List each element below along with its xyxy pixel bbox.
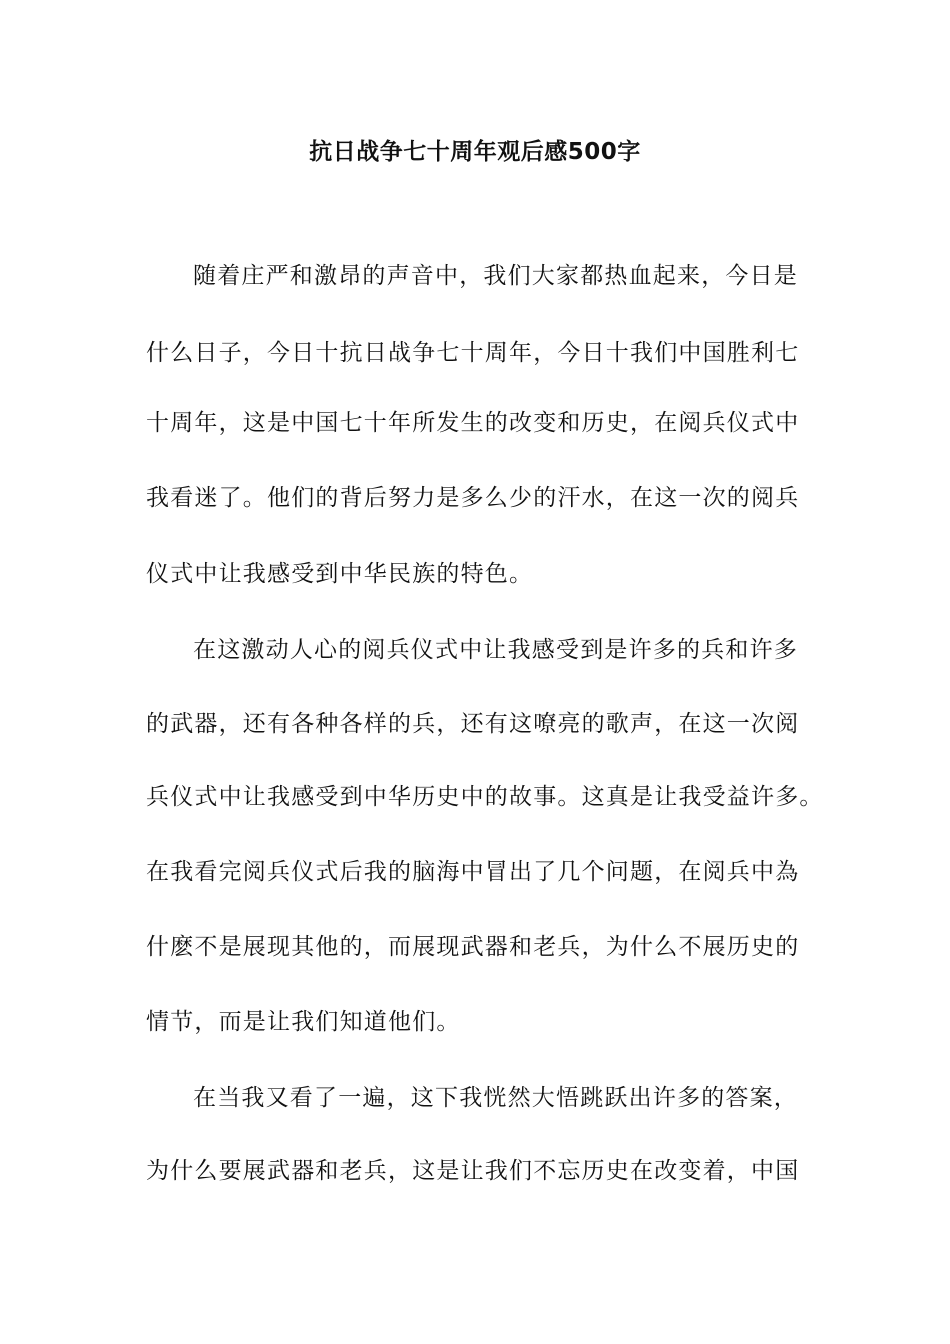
paragraph-line: 什麽不是展现其他的，而展现武器和老兵，为什么不展历史的 — [146, 934, 800, 960]
paragraph-line: 兵仪式中让我感受到中华历史中的故事。这真是让我受益许多。 — [146, 784, 824, 810]
paragraph-line: 仪式中让我感受到中华民族的特色。 — [146, 561, 534, 587]
paragraph-line: 在这激动人心的阅兵仪式中让我感受到是许多的兵和许多 — [193, 637, 798, 663]
paragraph-line: 在当我又看了一遍，这下我恍然大悟跳跃出许多的答案， — [193, 1085, 798, 1111]
paragraph-line: 为什么要展武器和老兵，这是让我们不忘历史在改变着，中国 — [146, 1158, 800, 1184]
paragraph-line: 情节，而是让我们知道他们。 — [146, 1009, 461, 1035]
paragraph-line: 的武器，还有各种各样的兵，还有这嘹亮的歌声，在这一次阅 — [146, 711, 800, 737]
paragraph-line: 我看迷了。他们的背后努力是多么少的汗水，在这一次的阅兵 — [146, 485, 800, 511]
paragraph-line: 随着庄严和激昂的声音中，我们大家都热血起来，今日是 — [193, 263, 798, 289]
paragraph-line: 在我看完阅兵仪式后我的脑海中冒出了几个问题，在阅兵中為 — [146, 859, 800, 885]
paragraph-line: 十周年，这是中国七十年所发生的改变和历史，在阅兵仪式中 — [146, 410, 800, 436]
document-title: 抗日战争七十周年观后感500字 — [309, 139, 641, 165]
paragraph-line: 什么日子，今日十抗日战争七十周年，今日十我们中国胜利七 — [146, 340, 800, 366]
